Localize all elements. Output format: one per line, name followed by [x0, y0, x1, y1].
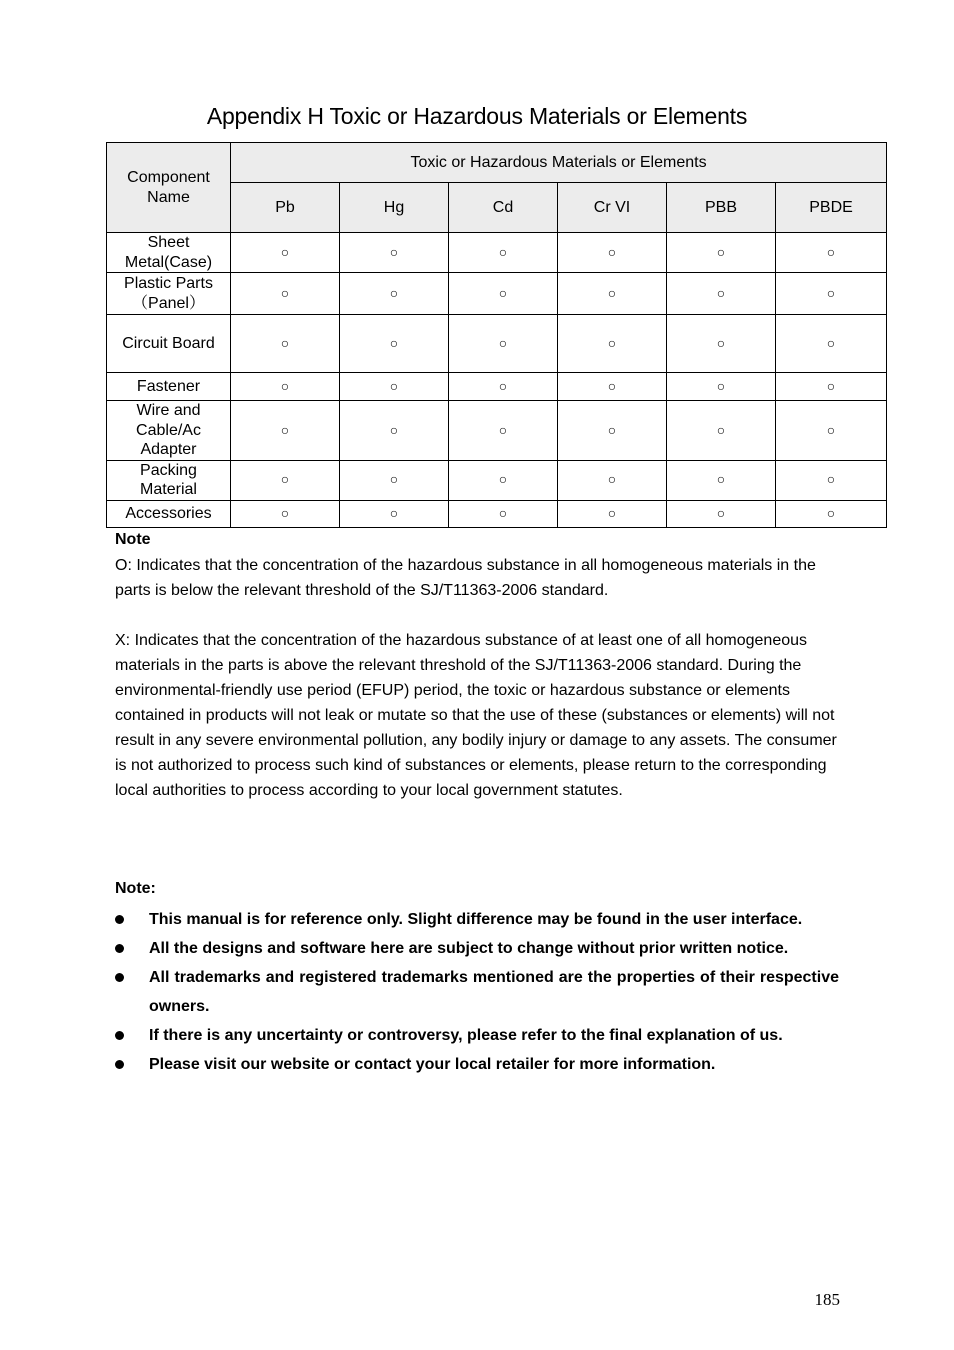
- table-cell: ○: [667, 315, 776, 373]
- hazardous-materials-table: [106, 142, 887, 528]
- table-cell: ○: [776, 233, 887, 273]
- column-header: Cd: [449, 183, 558, 233]
- table-cell: ○: [449, 273, 558, 315]
- component-name-header: Component Name: [107, 143, 231, 233]
- table-row: [107, 500, 887, 527]
- table-cell: ○: [449, 401, 558, 461]
- list-item-text: All the designs and software here are subject to change without prior written notice.: [149, 940, 789, 957]
- component-name: Fastener: [107, 373, 231, 401]
- table-cell: ○: [449, 460, 558, 500]
- table-cell: ○: [449, 500, 558, 527]
- table-cell: ○: [449, 315, 558, 373]
- list-item-text: If there is any uncertainty or controversy, please refer to the final explanation of us.: [149, 1027, 783, 1044]
- list-item: [115, 963, 839, 1021]
- component-name: Sheet Metal(Case): [107, 233, 231, 273]
- table-cell: ○: [340, 401, 449, 461]
- table-cell: ○: [231, 460, 340, 500]
- column-header: PBDE: [776, 183, 887, 233]
- table-row: [107, 401, 887, 461]
- table-cell: ○: [558, 500, 667, 527]
- table-row: [107, 373, 887, 401]
- column-header: Pb: [231, 183, 340, 233]
- table-cell: ○: [667, 401, 776, 461]
- component-name: Circuit Board: [107, 315, 231, 373]
- table-cell: ○: [776, 460, 887, 500]
- component-name: Wire and Cable/Ac Adapter: [107, 401, 231, 461]
- column-header: PBB: [667, 183, 776, 233]
- table-cell: ○: [340, 460, 449, 500]
- table-cell: ○: [449, 233, 558, 273]
- table-cell: ○: [776, 373, 887, 401]
- component-name: Packing Material: [107, 460, 231, 500]
- table-cell: ○: [667, 233, 776, 273]
- table-cell: ○: [231, 315, 340, 373]
- table-cell: ○: [558, 233, 667, 273]
- bullet-icon: [115, 1060, 124, 1069]
- disclaimer-heading: Note:: [115, 880, 156, 897]
- bullet-icon: [115, 973, 124, 982]
- table-cell: ○: [231, 500, 340, 527]
- table-cell: ○: [558, 401, 667, 461]
- table-cell: ○: [667, 500, 776, 527]
- page-number: 185: [814, 1290, 840, 1309]
- table-cell: ○: [558, 273, 667, 315]
- table-cell: ○: [231, 373, 340, 401]
- list-item-text: Please visit our website or contact your local retailer for more information.: [149, 1056, 716, 1073]
- table-cell: ○: [558, 460, 667, 500]
- table-cell: ○: [667, 273, 776, 315]
- table-cell: ○: [776, 315, 887, 373]
- list-item-text: All trademarks and registered trademarks mentioned are the properties of their respective owners.: [149, 969, 839, 1015]
- list-item: [115, 905, 839, 934]
- table-cell: ○: [340, 373, 449, 401]
- page-title: Appendix H Toxic or Hazardous Materials or Elements: [206, 103, 748, 129]
- table-cell: ○: [340, 233, 449, 273]
- table-cell: ○: [231, 273, 340, 315]
- column-header: Cr VI: [558, 183, 667, 233]
- table-cell: ○: [667, 460, 776, 500]
- table-cell: ○: [340, 315, 449, 373]
- table-cell: ○: [558, 315, 667, 373]
- list-item: [115, 1050, 839, 1079]
- note-x-paragraph: X: Indicates that the concentration of the hazardous substance of at least one of all homogeneous materials in the parts is above the relevant threshold of the SJ/T11363-2006 standard. During the environmental-friendly use period (EFUP) period, the toxic or hazardous substance or elements contained in products will not leak or mutate so that the use of these (substances or elements) will not result in any severe environmental pollution, any bodily injury or damage to any assets. The consumer is not authorized to process such kind of substances or elements, please return to the corresponding local authorities to process according to your local government statutes.: [115, 632, 837, 799]
- column-header: Hg: [340, 183, 449, 233]
- table-cell: ○: [340, 500, 449, 527]
- component-name: Accessories: [107, 500, 231, 527]
- list-item: [115, 1021, 839, 1050]
- table-cell: ○: [776, 401, 887, 461]
- list-item: [115, 934, 839, 963]
- component-name: Plastic Parts （Panel）: [107, 273, 231, 315]
- table-cell: ○: [231, 233, 340, 273]
- bullet-icon: [115, 915, 124, 924]
- table-cell: ○: [776, 500, 887, 527]
- note-o-paragraph: O: Indicates that the concentration of the hazardous substance in all homogeneous materials in the parts is below the relevant threshold of the SJ/T11363-2006 standard.: [115, 557, 816, 599]
- note-heading: Note: [115, 531, 151, 548]
- table-cell: ○: [231, 401, 340, 461]
- table-cell: ○: [667, 373, 776, 401]
- table-cell: ○: [340, 273, 449, 315]
- list-item-text: This manual is for reference only. Slight difference may be found in the user interface.: [149, 911, 803, 928]
- disclaimer-list: [115, 905, 839, 1079]
- table-cell: ○: [776, 273, 887, 315]
- hazardous-group-header: Toxic or Hazardous Materials or Elements: [231, 143, 887, 183]
- table-row: [107, 273, 887, 315]
- table-cell: ○: [558, 373, 667, 401]
- table-row: [107, 315, 887, 373]
- table-row: [107, 233, 887, 273]
- table-cell: ○: [449, 373, 558, 401]
- bullet-icon: [115, 944, 124, 953]
- bullet-icon: [115, 1031, 124, 1040]
- table-row: [107, 460, 887, 500]
